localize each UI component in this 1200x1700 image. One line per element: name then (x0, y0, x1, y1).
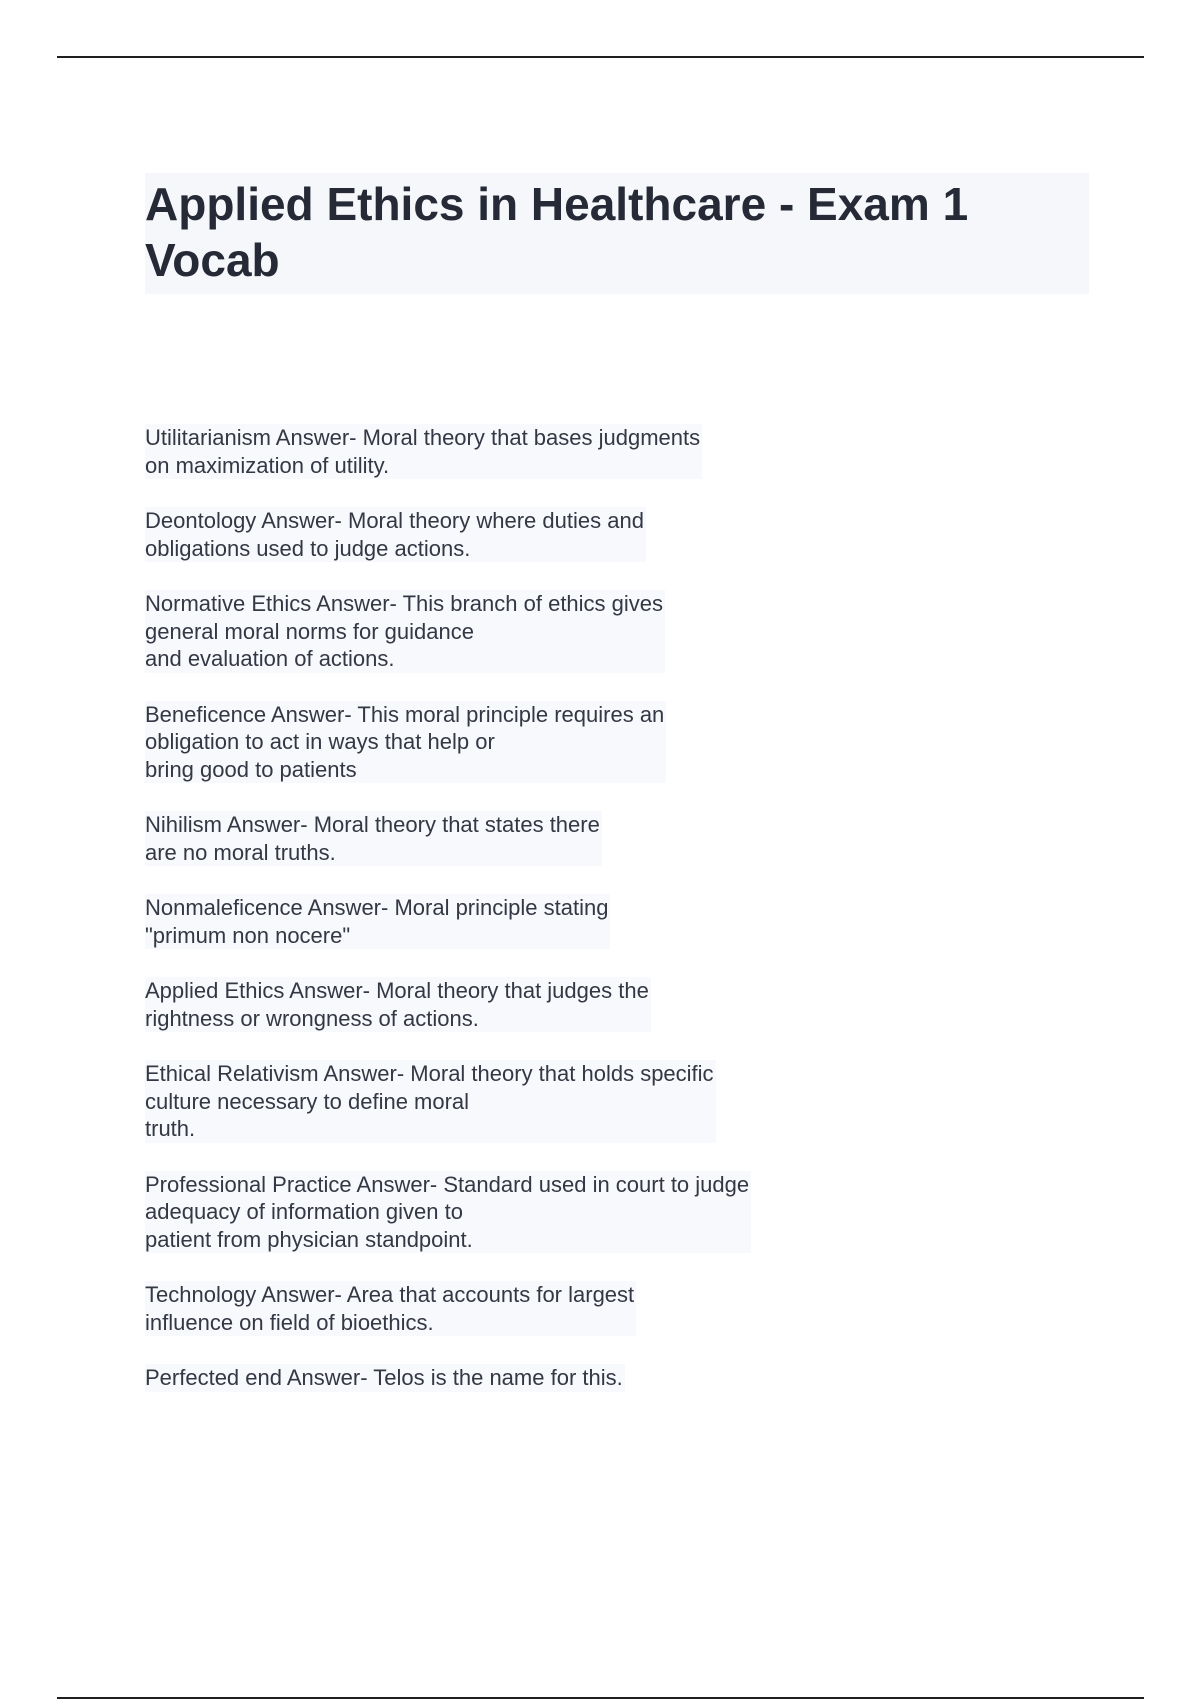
list-item (145, 1171, 905, 1282)
list-item (145, 977, 905, 1060)
list-item (145, 507, 905, 590)
vocab-entry: Perfected end Answer- Telos is the name for this. (145, 1365, 623, 1390)
list-item (145, 701, 905, 812)
vocab-entry: Utilitarianism Answer- Moral theory that bases judgments on maximization of utility. (145, 425, 701, 478)
vocab-entry: Professional Practice Answer- Standard used in court to judge adequacy of information given to patient from physician standpoint. (145, 1171, 750, 1252)
vocab-entry: Nihilism Answer- Moral theory that states there are no moral truths. (145, 812, 600, 865)
list-item (145, 811, 905, 894)
list-item (145, 1060, 905, 1171)
list-item (145, 1364, 905, 1420)
page-title: Applied Ethics in Healthcare - Exam 1 Vocab (145, 178, 969, 286)
vocab-entry: Normative Ethics Answer- This branch of ethics gives general moral norms for guidance and evaluation of actions. (145, 591, 664, 671)
list-item (145, 894, 905, 977)
vocab-list (145, 424, 905, 1420)
vocab-entry: Ethical Relativism Answer- Moral theory that holds specific culture necessary to define moral truth. (145, 1061, 714, 1141)
list-item (145, 424, 905, 507)
title-block (145, 173, 1089, 294)
vocab-entry: Beneficence Answer- This moral principle requires an obligation to act in ways that help or bring good to patients (145, 701, 665, 782)
list-item (145, 1281, 905, 1364)
vocab-entry: Technology Answer- Area that accounts for largest influence on field of bioethics. (145, 1282, 635, 1335)
list-item (145, 590, 905, 701)
top-rule (57, 56, 1144, 58)
vocab-entry: Applied Ethics Answer- Moral theory that judges the rightness or wrongness of actions. (145, 978, 649, 1031)
vocab-entry: Nonmaleficence Answer- Moral principle stating "primum non nocere" (145, 895, 609, 948)
vocab-entry: Deontology Answer- Moral theory where duties and obligations used to judge actions. (145, 508, 644, 561)
bottom-rule (57, 1697, 1144, 1699)
